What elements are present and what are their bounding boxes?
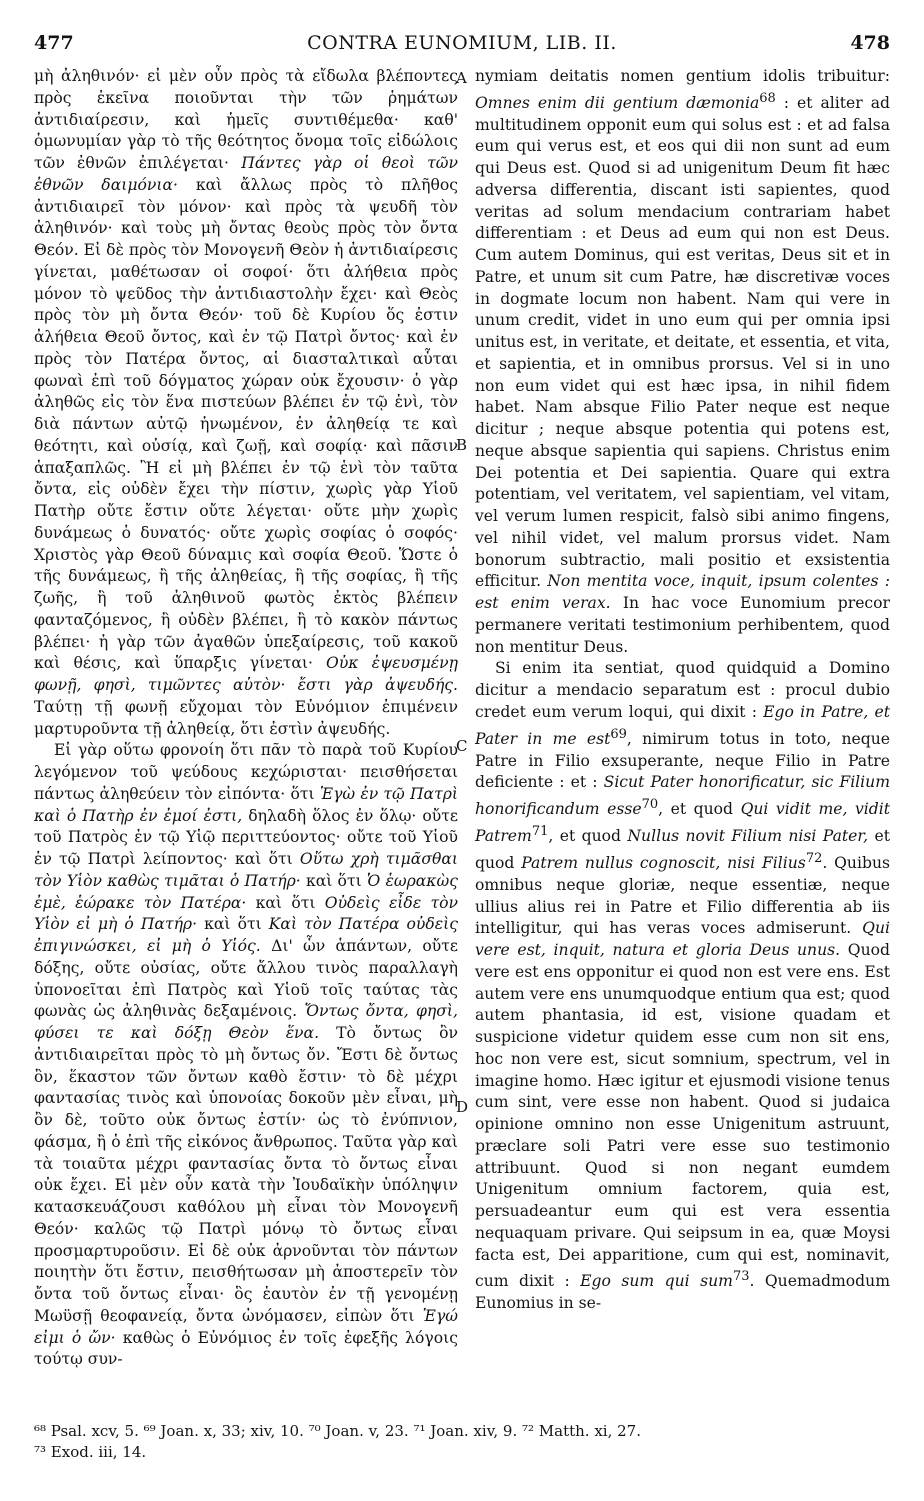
scripture-quote: Οὐδεὶς εἶδε τὸν Υἱὸν εἰ μὴ ὁ Πατήρ· <box>34 893 458 934</box>
running-title: CONTRA EUNOMIUM, LIB. II. <box>307 32 617 54</box>
latin-text: , et quod <box>658 800 734 819</box>
latin-text: nymiam deitatis nomen gentium idolis tribuitur: <box>475 67 890 85</box>
greek-text: μὴ ἀληθινόν· εἰ μὲν οὖν πρὸς τὰ εἴδωλα βλέποντες πρὸς ἐκεῖνα ποιοῦνται τὴν τῶν ῥημάτων ἀντιδιαίρεσιν, καὶ ἡμεῖς συντιθέμεθα· καθ' ὁμωνυμίαν γὰρ τὸ τῆς θεότητος ὄνομα τοῖς εἰδώλοις τῶν ἐθνῶν ἐπιλέγεται· <box>34 67 458 172</box>
scripture-quote: Ἐγώ εἰμι ὁ ὤν· <box>34 1306 458 1347</box>
latin-text: In hac voce Eunomium precor permanere veritati testimonium perhibentem, quod non mentitur Deus. <box>475 594 891 656</box>
latin-text: : et aliter ad multitudinem opponit eum qui solus est : et ad falsa eum qui verus est, et eos qui dii non sunt ad eum qui Deus est. Quod si ad unigenitum Deum fit hæc adversa differentia, discant isti sapientes, quod veritas ad solum mendacium contrariam habet differentiam : et Deus ad eum qui non est Deus. Cum autem Dominus, qui est veritas, Deus sit et in Patre, et unum sit cum Patre, hæ discretivæ voces in dogmate locum non habent. Nam qui vere in unum credit, videt in uno eum qui per omnia ipsi unitus est, in veritate, et deitate, et essentia, et vita, et sapientia, et in omnibus prorsus. Vel si in uno non eum videt qui est hæc ipsa, in nihil fidem habet. Nam absque Filio Pater neque est neque dicitur ; neque absque potentia qui potens est, neque absque sapientia qui sapiens. Christus enim Dei potentia et Dei sapientia. Quare qui extra potentiam, vel veritatem, vel sapientiam, vel vitam, vel verum lumen respicit, falsò sibi animo fingens, vel nihil videt, vel malum prorsus videt. Nam bonorum subtractio, mali positio et exsistentia efficitur. <box>475 93 891 591</box>
scripture-quote: Qui vidit me, vidit Patrem <box>475 800 890 846</box>
latin-text: Si enim ita sentiat, quod quidquid a Domino dicitur a mendacio separatum est : procul dubio credet eum verum loqui, qui dixit : <box>475 659 890 721</box>
greek-paragraph-2 <box>34 740 458 1371</box>
footnote-line-1: ⁶⁸ Psal. xcv, 5. ⁶⁹ Joan. x, 33; xiv, 10. ⁷⁰ Joan. v, 23. ⁷¹ Joan. xiv, 9. ⁷² Matth. xi, 27. <box>34 1422 641 1440</box>
greek-paragraph-1 <box>34 66 458 740</box>
footnote-ref: 73 <box>732 1269 750 1285</box>
page-number-right: 478 <box>850 32 890 54</box>
latin-text: , et quod <box>548 827 622 846</box>
eunomius-quote: Οὐκ ἐψευσμένῃ φωνῇ, φησὶ, τιμῶντες αὐτὸν· ἔστι γὰρ ἀψευδής. <box>34 654 458 694</box>
greek-text: Δι' ὧν ἁπάντων, οὔτε δόξης, οὔτε οὐσίας, οὔτε ἄλλου τινὸς παραλλαγὴ ὑπονοεῖται ἐπὶ Πατρὸς καὶ Υἱοῦ τοῖς ταύτας τὰς φωνὰς ὡς ἀληθινὰς δεξαμένοις. <box>34 937 458 1021</box>
footnote-ref: 68 <box>759 90 776 106</box>
greek-text: Τὸ ὄντως ὂν ἀντιδιαιρεῖται πρὸς τὸ μὴ ὄντως ὄν. Ἔστι δὲ ὄντως ὂν, ἕκαστον τῶν ὄντων καθὸ ἔστιν· τὸ δὲ μέχρι φαντασίας τινὸς καὶ ὑπονοίας δοκοῦν μὲν εἶναι, μὴ ὂν δὲ, τοῦτο οὐκ ὄντως ἐστίν· ὡς τὸ ἐνύπνιον, φάσμα, ἢ ὁ ἐπὶ τῆς εἰκόνος ἄνθρωπος. Ταῦτα γὰρ καὶ τὰ τοιαῦτα μέχρι φαντασίας ὄντα τὸ ὄντως εἶναι οὐκ ἔχει. Εἰ μὲν οὖν κατὰ τὴν Ἰουδαϊκὴν ὑπόληψιν κατασκευάζουσι καθόλου μὴ εἶναι τὸν Μονογενῆ Θεόν· καλῶς τῷ Πατρὶ μόνῳ τὸ ὄντως εἶναι προσμαρτυροῦσιν. Εἰ δὲ οὐκ ἀρνοῦνται τὸν πάντων ποιητὴν ὅτι ἔστιν, πεισθήτωσαν μὴ ἀποστερεῖν τὸν ὄντα τοῦ ὄντως εἶναι· ὃς ἑαυτὸν ἐν τῇ γενομένῃ Μωϋσῇ θεοφανείᾳ, ὄντα ὠνόμασεν, εἰπὼν ὅτι <box>34 1024 458 1325</box>
greek-text: καὶ ὅτι <box>255 893 316 912</box>
page-number-left: 477 <box>34 32 74 54</box>
eunomius-quote: Ὄντως ὄντα, φησὶ, φύσει τε καὶ δόξῃ Θεὸν ἕνα. <box>34 1002 458 1042</box>
latin-text: et quod <box>475 827 890 873</box>
greek-text: καθὼς ὁ Εὐνόμιος ἐν τοῖς ἐφεξῆς λόγοις τούτῳ συν- <box>34 1328 458 1369</box>
scripture-quote: Ἐγὼ ἐν τῷ Πατρὶ καὶ ὁ Πατὴρ ἐν ἐμοί ἐστι, <box>34 784 458 825</box>
scripture-quote: Sicut Pater honorificatur, sic Filium honorificandum esse <box>475 773 890 819</box>
margin-marker-a: A <box>456 69 467 87</box>
scripture-quote: Πάντες γὰρ οἱ θεοὶ τῶν ἐθνῶν δαιμόνια· <box>34 154 458 194</box>
greek-text: καὶ ἄλλως πρὸς τὸ πλῆθος ἀντιδιαιρεῖ τὸν μόνον· καὶ πρὸς τὰ ψευδῆ τὸν ἀληθινόν· καὶ τοὺς μὴ ὄντας θεοὺς πρὸς τὸν ὄντα Θεόν. Εἰ δὲ πρὸς τὸν Μονογενῆ Θεὸν ἡ ἀντιδιαίρεσις γίνεται, μαθέτωσαν οἱ σοφοί· ὅτι ἀλήθεια πρὸς μόνον τὸ ψεῦδος τὴν ἀντιδιαστολὴν ἔχει· καὶ Θεὸς πρὸς τὸν μὴ ὄντα Θεόν· τοῦ δὲ Κυρίου ὅς ἐστιν ἀλήθεια Θεοῦ ὄντος, καὶ ἐν τῷ Πατρὶ ὄντος· καὶ ἐν πρὸς τὸν Πατέρα ὄντος, αἱ διασταλτικαὶ αὗται φωναὶ ἐπὶ τοῦ δόγματος χώραν οὐκ ἔχουσιν· ὁ γὰρ ἀληθῶς εἰς τὸν ἕνα πιστεύων βλέπει ἐν τῷ ἑνὶ, τὸν διὰ πάντων αὐτῷ ἡνωμένον, ἐν ἀληθείᾳ τε καὶ θεότητι, καὶ οὐσίᾳ, καὶ ζωῇ, καὶ σοφίᾳ· καὶ πᾶσιν ἁπαξαπλῶς. Ἢ εἰ μὴ βλέπει ἐν τῷ ἑνὶ τὸν ταῦτα ὄντα, εἰς οὐδὲν ἔχει τὴν πίστιν, χωρὶς γὰρ Υἱοῦ Πατὴρ οὔτε ἔστιν οὔτε λέγεται· οὔτε μὴν χωρὶς δυνάμεως ὁ δυνατός· οὔτε χωρὶς σοφίας ὁ σοφός· Χριστὸς γὰρ Θεοῦ δύναμις καὶ σοφία Θεοῦ. Ὥστε ὁ τῆς δυνάμεως, ἢ τῆς ἀληθείας, ἢ τῆς σοφίας, ἢ τῆς ζωῆς, ἢ τοῦ ἀληθινοῦ φωτὸς ἐκτὸς βλέπειν φανταζόμενος, ἢ οὐδὲν βλέπει, ἢ τὸ κακὸν πάντως βλέπει· ἡ γὰρ τῶν ἀγαθῶν ὑπεξαίρεσις, τοῦ κακοῦ καὶ θέσις, καὶ ὕπαρξις γίνεται· <box>34 175 458 673</box>
latin-text: , nimirum totus in toto, neque Patre in Filio exsuperante, neque Filio in Patre deficiente : et : <box>475 729 890 792</box>
margin-marker-c: C <box>456 737 468 755</box>
scripture-quote: Patrem nullus cognoscit, nisi Filius <box>521 854 806 873</box>
footnotes <box>34 1421 890 1463</box>
greek-text: καὶ ὅτι <box>204 915 262 934</box>
latin-text: . Quemadmodum Eunomius in se- <box>475 1272 890 1313</box>
greek-text: Ταύτῃ τῇ φωνῇ εὔχομαι τὸν Εὐνόμιον ἐπιμένειν μαρτυροῦντα τῇ ἀληθείᾳ, ὅτι ἐστὶν ἀψευδής. <box>34 697 458 738</box>
margin-marker-d: D <box>456 1098 469 1116</box>
greek-column <box>34 66 458 1371</box>
eunomius-quote: Non mentita voce, inquit, ipsum colentes : est enim verax. <box>475 572 890 613</box>
scripture-quote: Οὕτω χρὴ τιμᾶσθαι τὸν Υἱὸν καθὼς τιμᾶται ὁ Πατήρ· <box>34 850 458 890</box>
footnote-ref: 71 <box>531 824 549 840</box>
latin-paragraph-2 <box>475 658 890 1315</box>
scripture-quote: Nullus novit Filium nisi Pater, <box>627 827 869 846</box>
scripture-quote: Καὶ τὸν Πατέρα οὐδεὶς ἐπιγινώσκει, εἰ μὴ ὁ Υἱός. <box>34 915 458 955</box>
eunomius-quote: Qui vere est, inquit, natura et gloria Deus unus. <box>475 919 890 960</box>
greek-text: Εἰ γὰρ οὕτω φρονοίη ὅτι πᾶν τὸ παρὰ τοῦ Κυρίου λεγόμενον τοῦ ψεύδους κεχώρισται· πεισθήσεται πάντως ἀληθεύειν τὸν εἰπόντα· ὅτι <box>34 741 458 803</box>
scripture-quote: Ego sum qui sum <box>580 1272 733 1291</box>
latin-column <box>475 66 890 1315</box>
footnote-ref: 69 <box>610 726 627 742</box>
scripture-quote: Ὁ ἑωρακὼς ἐμὲ, ἑώρακε τὸν Πατέρα· <box>34 871 458 912</box>
latin-text: . Quibus omnibus neque gloriæ, neque essentiæ, neque ullius alius rei in Patre et Filio differentia ab iis intelligitur, qui has veras voces admiserunt. <box>475 854 890 938</box>
footnote-ref: 70 <box>641 797 659 813</box>
scripture-quote: Omnes enim dii gentium dæmonia <box>475 93 760 112</box>
page-header <box>34 32 890 62</box>
greek-text: δηλαδὴ ὅλος ἐν ὅλῳ· οὔτε τοῦ Πατρὸς ἐν τῷ Υἱῷ περιττεύοντος· οὔτε τοῦ Υἱοῦ ἐν τῷ Πατρὶ λείποντος· καὶ ὅτι <box>34 806 458 868</box>
footnote-ref: 72 <box>805 851 823 866</box>
scripture-quote: Ego in Patre, et Pater in me est <box>475 702 890 748</box>
latin-paragraph-1 <box>475 66 890 658</box>
footnote-line-2: ⁷³ Exod. iii, 14. <box>34 1443 147 1461</box>
margin-marker-b: B <box>456 436 468 454</box>
greek-text: καὶ ὅτι <box>305 871 362 890</box>
latin-text: Quod vere est ens opponitur ei quod non est vere ens. Est autem vere ens unumquodque entium qua est; quod autem phantasia, id est, visione quadam et suspicione videtur quidem esse cum non sit ens, hoc non vere est, sicut somnium, spectrum, vel in imagine homo. Hæc igitur et ejusmodi visione tenus cum sint, vere esse non habent. Quod si judaica opinione omnino non esse Unigenitum astruunt, præclare soli Patri vere esse suo testimonio attribuunt. Quod si non negant eumdem Unigenitum omnium factorem, quia est, persuadeantur eum qui est vera essentia nequaquam privare. Qui seipsum in ea, quæ Moysi facta est, Dei apparitione, cum qui est, nominavit, cum dixit : <box>475 941 890 1291</box>
